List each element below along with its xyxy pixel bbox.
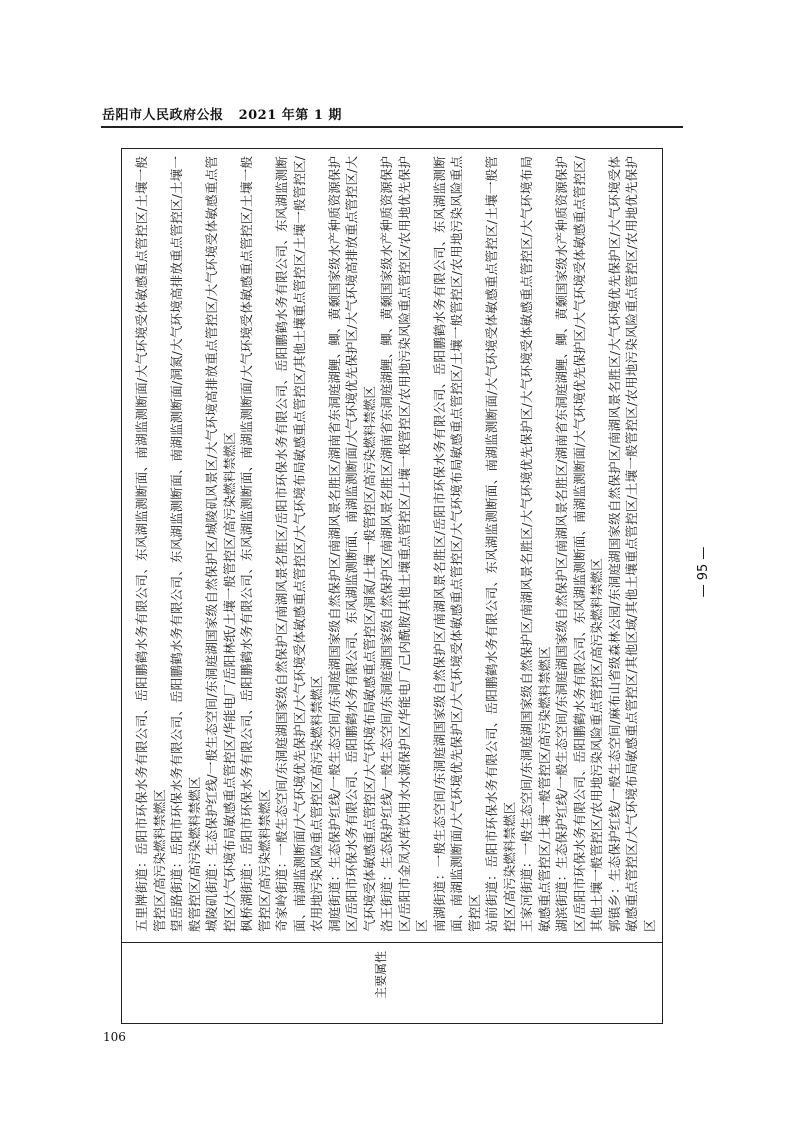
page-number: 106 [103,1030,126,1044]
table-label-cell [121,943,663,1024]
attribute-paragraph: 城陵矶街道：生态保护红线/一般生态空间/东洞庭湖国家级自然保护区/城陵矶风景区/大气环境高排放重点管控区/大气环境受体敏感重点管控区/大气环境布局敏感重点管控区/华能电厂/岳阳林纸/土壤一般管控区/高污染燃料禁燃区 [204,156,237,932]
attribute-paragraph: 奇家岭街道：一般生态空间/东洞庭湖国家级自然保护区/南湖风景名胜区/岳阳市环保水务有限公司、岳阳鹏鹤水务有限公司、东风湖监测断面、南湖监测断面/大气环境优先保护区/大气环境受体敏感重点管控区/大气环境布局敏感重点管控区/其他土壤重点管控区/土壤一般管控区/农用地污染风险重点管控区/高污染燃料禁燃区 [274,156,324,932]
attribute-paragraph: 洞庭街道：生态保护红线/一般生态空间/东洞庭湖国家级自然保护区/南湖风景名胜区/湖南省东洞庭湖鲤、鲫、黄颡国家级水产种质资源保护区/岳阳市环保水务有限公司、岳阳鹏鹤水务有限公司、东风湖监测断面、南湖监测断面/大气环境优先保护区/大气环境高排放重点管控区/大气环境受体敏感重点管控区/大气环境布局敏感重点管控区/洞氮/土壤一般管控区/高污染燃料禁燃区 [326,156,377,932]
attribute-paragraph: 站前街道：岳阳市环保水务有限公司、岳阳鹏鹤水务有限公司、东风湖监测断面、南湖监测断面/大气环境受体敏感重点管控区/土壤一般管控区/高污染燃料禁燃区 [484,156,517,932]
issue-number: 2021 年第 1 期 [238,108,342,123]
center-page-marker [694,537,714,607]
gazette-title: 岳阳市人民政府公报 [102,108,224,123]
attribute-paragraph: 郭镇乡：生态保护红线/一般生态空间/麻布山省级森林公园/东洞庭湖国家级自然保护区/南湖风景名胜区/大气环境优先保护区/大气环境受体敏感重点管控区/大气环境布局敏感重点管控区/其他区域/其他土壤重点管控区/土壤一般管控区/农用地污染风险重点管控区/农用地优先保护区 [606,156,657,932]
attribute-paragraph: 五里牌街道：岳阳市环保水务有限公司、岳阳鹏鹤水务有限公司、东风湖监测断面、南湖监测断面/大气环境受体敏感重点管控区/土壤一般管控区/高污染燃料禁燃区 [134,156,167,932]
attribute-paragraph: 洛王街道：生态保护红线/一般生态空间/东洞庭湖国家级自然保护区/南湖风景名胜区/湖南省东洞庭湖鲤、鲫、黄颡国家级水产种质资源保护区/岳阳市金凤水库饮用水水源保护区/华能电厂/己内酰胺/其他土壤重点管控区/土壤一般管控区/农用地污染风险重点管控区/农用地优先保护区 [379,156,429,932]
row-label: 主要属性 [374,951,388,1000]
table-content-cell [121,148,663,942]
attribute-paragraph: 王家河街道：一般生态空间/东洞庭湖国家级自然保护区/南湖风景名胜区/大气环境优先保护区/大气环境受体敏感重点管控区/大气环境布局敏感重点管控区/土壤一般管控区/高污染燃料禁燃区 [519,156,552,932]
rotated-text-block [121,148,663,942]
attribute-paragraph: 湖滨街道：生态保护红线/一般生态空间/东洞庭湖国家级自然保护区/南湖风景名胜区/湖南省东洞庭湖鲤、鲫、黄颡国家级水产种质资源保护区/岳阳市环保水务有限公司、岳阳鹏鹤水务有限公司、东风湖监测断面、南湖监测断面/大气环境优先保护区/大气环境受体敏感重点管控区/其他土壤一般管控区/农用地污染风险重点管控区/高污染燃料禁燃区 [554,156,604,932]
header-rule [101,126,683,128]
center-page-number: — 95 — [696,546,711,598]
attribute-paragraph: 望岳路街道：岳阳市环保水务有限公司、岳阳鹏鹤水务有限公司、东风湖监测断面、南湖监测断面/洞氮/大气环境高排放重点管控区/土壤一般管控区/高污染燃料禁燃区 [169,156,202,932]
attribute-paragraph: 南湖街道：一般生态空间/东洞庭湖国家级自然保护区/南湖风景名胜区/岳阳市环保水务有限公司、岳阳鹏鹤水务有限公司、东风湖监测断面、南湖监测断面/大气环境优先保护区/大气环境受体敏感重点管控区/大气环境布局敏感重点管控区/土壤一般管控区/农用地污染风险重点管控区 [431,156,482,932]
attribute-paragraph: 枫桥湖街道：岳阳市环保水务有限公司、岳阳鹏鹤水务有限公司、东风湖监测断面、南湖监测断面/大气环境受体敏感重点管控区/土壤一般管控区/高污染燃料禁燃区 [239,156,272,932]
page-header [102,104,342,123]
